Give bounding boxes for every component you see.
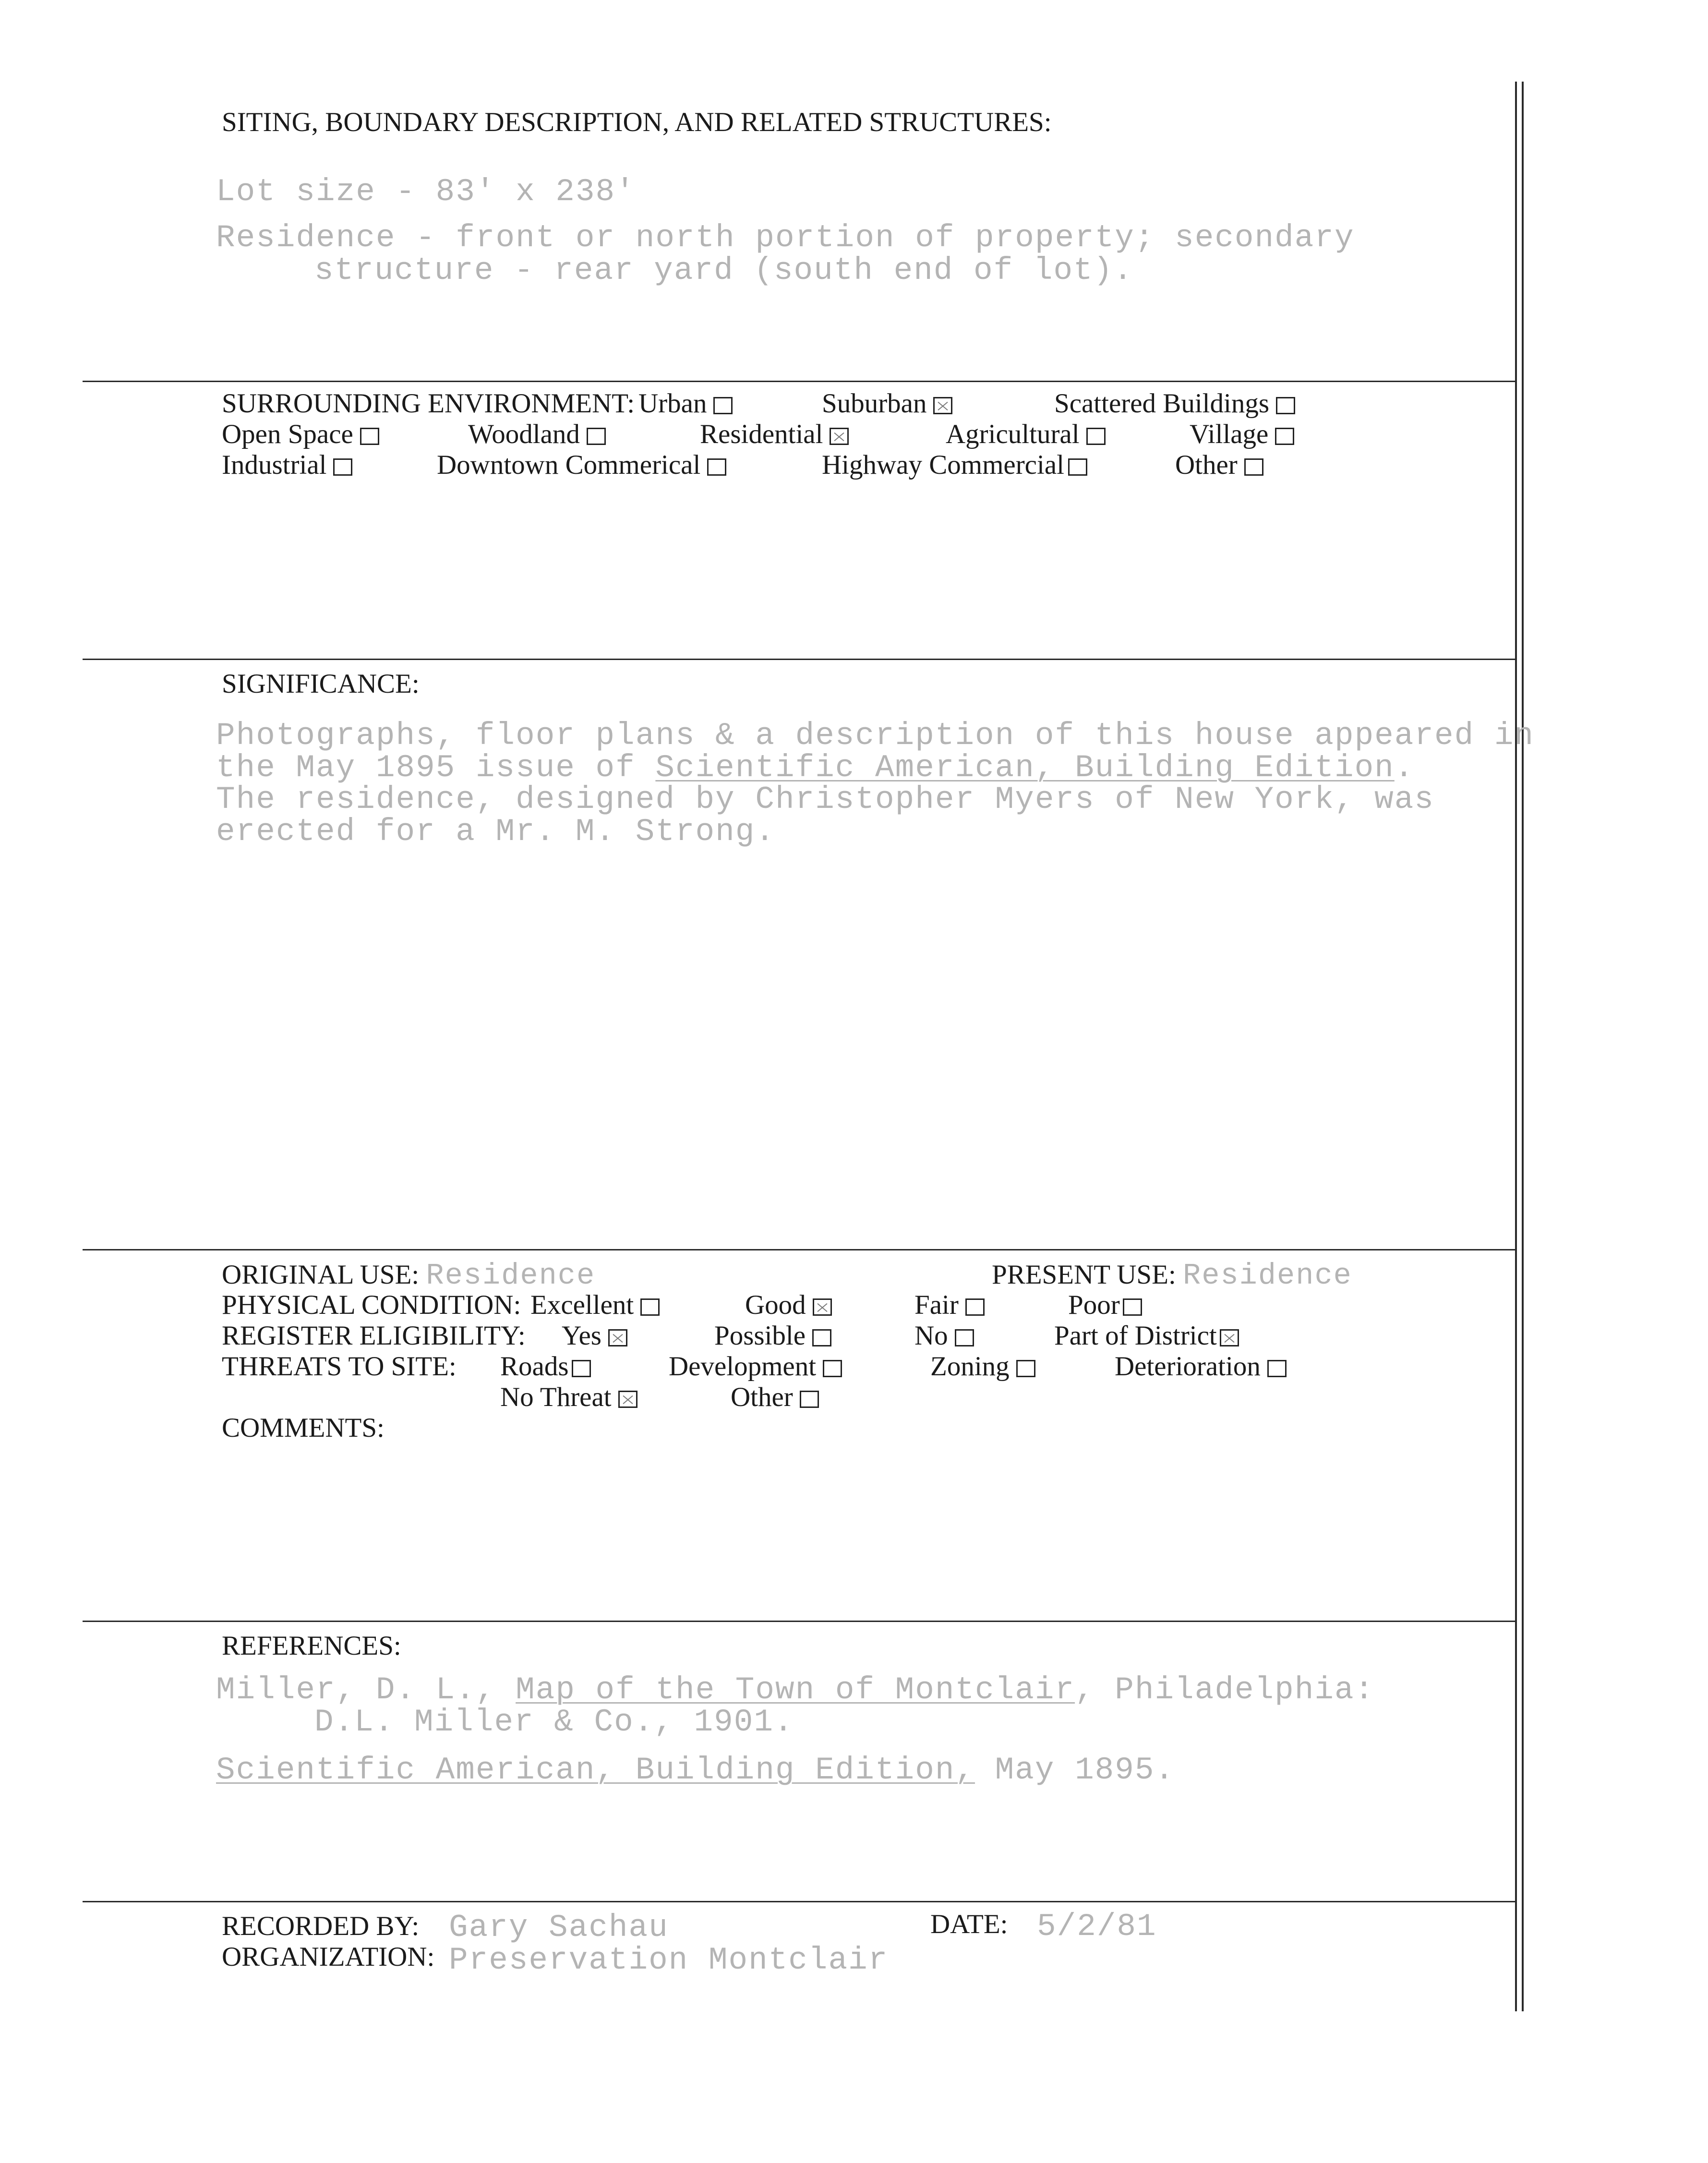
env-option-other[interactable] — [1175, 449, 1263, 481]
right-border-inner — [1522, 82, 1524, 2011]
condition-poor[interactable] — [1068, 1289, 1142, 1321]
checkbox-icon[interactable] — [640, 1298, 660, 1316]
eligibility-part-of-district[interactable] — [1054, 1320, 1239, 1351]
original-use-row — [222, 1259, 595, 1293]
present-use-value[interactable]: Residence — [1183, 1259, 1352, 1293]
threat-deterioration[interactable] — [1115, 1351, 1287, 1382]
significance-line-2-post: . — [1394, 750, 1415, 786]
condition-option-label: Poor — [1068, 1290, 1120, 1320]
checkbox-icon[interactable] — [965, 1298, 985, 1316]
threat-option-label: No Threat — [500, 1382, 612, 1412]
reference-2 — [216, 1752, 1175, 1788]
reference-1-line-2: D.L. Miller & Co., 1901. — [314, 1704, 794, 1740]
checkbox-icon[interactable] — [1244, 458, 1263, 476]
env-option-scattered[interactable] — [1054, 388, 1295, 419]
eligibility-option-label: Possible — [714, 1321, 806, 1351]
reference-1-post: , Philadelphia: — [1075, 1672, 1375, 1708]
section-divider — [83, 381, 1516, 382]
recorded-by-value[interactable]: Gary Sachau — [449, 1910, 669, 1946]
threat-development[interactable] — [669, 1351, 842, 1382]
env-option-label: Village — [1190, 419, 1269, 449]
section-divider — [83, 1249, 1516, 1250]
env-option-highway[interactable] — [822, 449, 1087, 481]
recorded-by-label: RECORDED BY: — [222, 1911, 420, 1941]
significance-line-2-pre: the May 1895 issue of — [216, 750, 656, 786]
condition-excellent[interactable] — [530, 1289, 660, 1321]
checkbox-icon[interactable] — [955, 1329, 974, 1346]
threat-zoning[interactable] — [930, 1351, 1035, 1382]
date-label: DATE: — [930, 1909, 1008, 1939]
significance-heading: SIGNIFICANCE: — [222, 669, 420, 699]
condition-good[interactable] — [745, 1289, 832, 1321]
checked-checkbox-icon[interactable] — [1220, 1329, 1239, 1346]
present-use-label: PRESENT USE: — [992, 1260, 1176, 1290]
checkbox-icon[interactable] — [360, 428, 379, 445]
threat-roads[interactable] — [500, 1351, 591, 1382]
condition-fair[interactable] — [914, 1289, 985, 1321]
threat-option-label: Zoning — [930, 1351, 1010, 1382]
environment-heading: SURROUNDING ENVIRONMENT: — [222, 388, 635, 419]
env-option-industrial[interactable] — [222, 449, 352, 481]
checked-checkbox-icon[interactable] — [830, 428, 849, 445]
siting-line-2: Residence - front or north portion of property; secondary — [216, 220, 1355, 256]
checkbox-icon[interactable] — [1086, 428, 1106, 445]
condition-option-label: Excellent — [530, 1290, 634, 1320]
reference-2-post: May 1895. — [975, 1752, 1175, 1788]
env-option-label: Urban — [638, 388, 707, 419]
checked-checkbox-icon[interactable] — [933, 397, 952, 414]
env-option-suburban[interactable] — [822, 388, 952, 419]
env-option-woodland[interactable] — [468, 419, 606, 450]
env-option-label: Residential — [700, 419, 823, 449]
original-use-label: ORIGINAL USE: — [222, 1260, 420, 1290]
references-heading: REFERENCES: — [222, 1631, 401, 1661]
checkbox-icon[interactable] — [1267, 1360, 1287, 1377]
checkbox-icon[interactable] — [713, 397, 733, 414]
checkbox-icon[interactable] — [587, 428, 606, 445]
checked-checkbox-icon[interactable] — [813, 1298, 832, 1316]
eligibility-option-label: Yes — [562, 1321, 601, 1351]
checkbox-icon[interactable] — [707, 458, 726, 476]
publication-title: Scientific American, Building Edition — [655, 750, 1395, 786]
env-option-label: Agricultural — [946, 419, 1080, 449]
checked-checkbox-icon[interactable] — [618, 1391, 637, 1408]
env-option-agricultural[interactable] — [946, 419, 1106, 450]
siting-line-1: Lot size - 83' x 238' — [216, 174, 636, 210]
env-option-residential[interactable] — [700, 419, 849, 450]
env-option-urban[interactable] — [638, 388, 733, 419]
organization-value[interactable]: Preservation Montclair — [449, 1942, 889, 1978]
env-option-label: Suburban — [822, 388, 927, 419]
significance-line-2 — [216, 750, 1414, 786]
threat-option-label: Other — [731, 1382, 793, 1412]
checkbox-icon[interactable] — [812, 1329, 831, 1346]
present-use-row — [992, 1259, 1352, 1293]
eligibility-possible[interactable] — [714, 1320, 831, 1351]
threat-option-label: Deterioration — [1115, 1351, 1261, 1382]
checkbox-icon[interactable] — [1276, 397, 1295, 414]
date-value[interactable]: 5/2/81 — [1037, 1909, 1157, 1945]
checkbox-icon[interactable] — [333, 458, 352, 476]
significance-line-1: Photographs, floor plans & a description of this house appeared in — [216, 718, 1535, 754]
env-option-label: Industrial — [222, 450, 327, 480]
checkbox-icon[interactable] — [1016, 1360, 1035, 1377]
threats-label: THREATS TO SITE: — [222, 1351, 457, 1382]
checkbox-icon[interactable] — [572, 1360, 591, 1377]
eligibility-no[interactable] — [914, 1320, 974, 1351]
eligibility-label: REGISTER ELIGIBILITY: — [222, 1321, 526, 1351]
threat-no-threat[interactable] — [500, 1382, 637, 1413]
checkbox-icon[interactable] — [800, 1391, 819, 1408]
env-option-label: Woodland — [468, 419, 580, 449]
env-option-label: Downtown Commerical — [437, 450, 701, 480]
section-divider — [83, 1621, 1516, 1622]
section-divider — [83, 659, 1516, 660]
checkbox-icon[interactable] — [1068, 458, 1087, 476]
significance-line-4: erected for a Mr. M. Strong. — [216, 814, 775, 850]
env-option-label: Highway Commercial — [822, 450, 1064, 480]
reference-1-pre: Miller, D. L., — [216, 1672, 516, 1708]
eligibility-option-label: No — [914, 1321, 948, 1351]
reference-1 — [216, 1672, 1374, 1708]
condition-option-label: Fair — [914, 1290, 959, 1320]
condition-option-label: Good — [745, 1290, 806, 1320]
env-option-label: Open Space — [222, 419, 353, 449]
checked-checkbox-icon[interactable] — [608, 1329, 627, 1346]
right-border-outer — [1515, 82, 1517, 2011]
env-option-village[interactable] — [1190, 419, 1294, 450]
env-option-open-space[interactable] — [222, 419, 379, 450]
eligibility-option-label: Part of District — [1054, 1321, 1217, 1351]
organization-label: ORGANIZATION: — [222, 1942, 435, 1972]
original-use-value[interactable]: Residence — [426, 1259, 596, 1293]
siting-line-3: structure - rear yard (south end of lot). — [314, 252, 1133, 288]
env-option-label: Scattered Buildings — [1054, 388, 1270, 419]
reference-1-title: Map of the Town of Montclair — [516, 1672, 1075, 1708]
comments-label: COMMENTS: — [222, 1413, 385, 1443]
threat-other[interactable] — [731, 1382, 819, 1413]
section-divider — [83, 1901, 1516, 1902]
env-option-downtown[interactable] — [437, 449, 726, 481]
siting-heading: SITING, BOUNDARY DESCRIPTION, AND RELATED STRUCTURES: — [222, 107, 1052, 137]
significance-line-3: The residence, designed by Christopher Myers of New York, was — [216, 781, 1434, 817]
condition-label: PHYSICAL CONDITION: — [222, 1290, 521, 1320]
checkbox-icon[interactable] — [1275, 428, 1294, 445]
checkbox-icon[interactable] — [823, 1360, 842, 1377]
eligibility-yes[interactable] — [562, 1320, 627, 1351]
threat-option-label: Development — [669, 1351, 817, 1382]
env-option-label: Other — [1175, 450, 1238, 480]
threat-option-label: Roads — [500, 1351, 569, 1382]
reference-2-title: Scientific American, Building Edition, — [216, 1752, 975, 1788]
checkbox-icon[interactable] — [1123, 1298, 1142, 1316]
